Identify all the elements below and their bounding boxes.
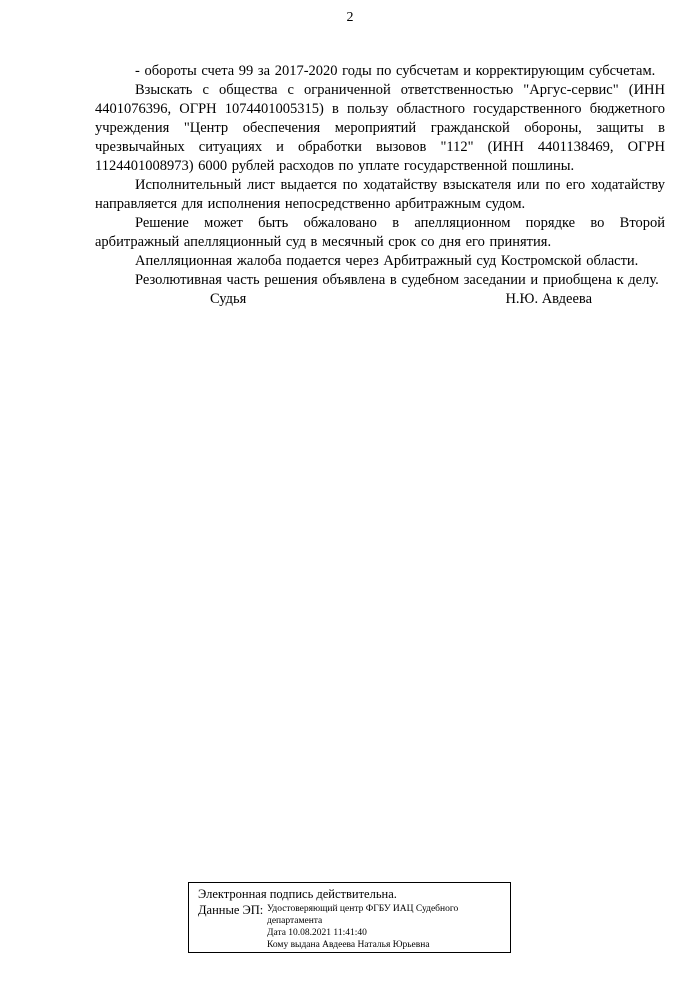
- paragraph-account-turnovers: - обороты счета 99 за 2017-2020 годы по субсчетам и корректирующим субсчетам.: [135, 63, 656, 79]
- signature-details: [267, 903, 462, 951]
- signature-data-label: Данные ЭП:: [198, 903, 264, 917]
- signature-certificate-authority: Удостоверяющий центр ФГБУ ИАЦ Судебного департамента: [267, 904, 459, 926]
- judge-name: Н.Ю. Авдеева: [505, 291, 592, 307]
- paragraph-appeal-procedure: Решение может быть обжаловано в апелляционном порядке во Второй арбитражный апелляционный суд в месячный срок со дня его принятия.: [95, 215, 665, 250]
- signature-data-row: [198, 903, 510, 951]
- electronic-signature-stamp: [188, 882, 511, 953]
- signature-date: Дата 10.08.2021 11:41:40: [267, 928, 367, 938]
- document-body: [95, 62, 665, 309]
- page-number: 2: [346, 10, 354, 25]
- paragraph-operative-part: Резолютивная часть решения объявлена в судебном заседании и приобщена к делу.: [135, 272, 659, 288]
- paragraph-appeal-filing: Апелляционная жалоба подается через Арбитражный суд Костромской области.: [135, 253, 639, 269]
- paragraph-writ-of-execution: Исполнительный лист выдается по ходатайству взыскателя или по его ходатайству направляется для исполнения непосредственно арбитражным судом.: [95, 177, 665, 212]
- signature-issued-to: Кому выдана Авдеева Наталья Юрьевна: [267, 940, 430, 950]
- signature-valid-text: Электронная подпись действительна.: [198, 887, 397, 901]
- judge-role-label: Судья: [210, 291, 247, 307]
- paragraph-recovery-order: Взыскать с общества с ограниченной ответственностью "Аргус-сервис" (ИНН 4401076396, ОГРН 1074401005315) в пользу областного государственного бюджетного учреждения "Центр обеспечения мероприятий гражданской обороны, защиты в чрезвычайных ситуациях и обработки вызовов "112" (ИНН 4401138469, ОГРН 1124401008973) 6000 рублей расходов по уплате государственной пошлины.: [95, 82, 665, 174]
- judge-signature-line: [95, 290, 665, 309]
